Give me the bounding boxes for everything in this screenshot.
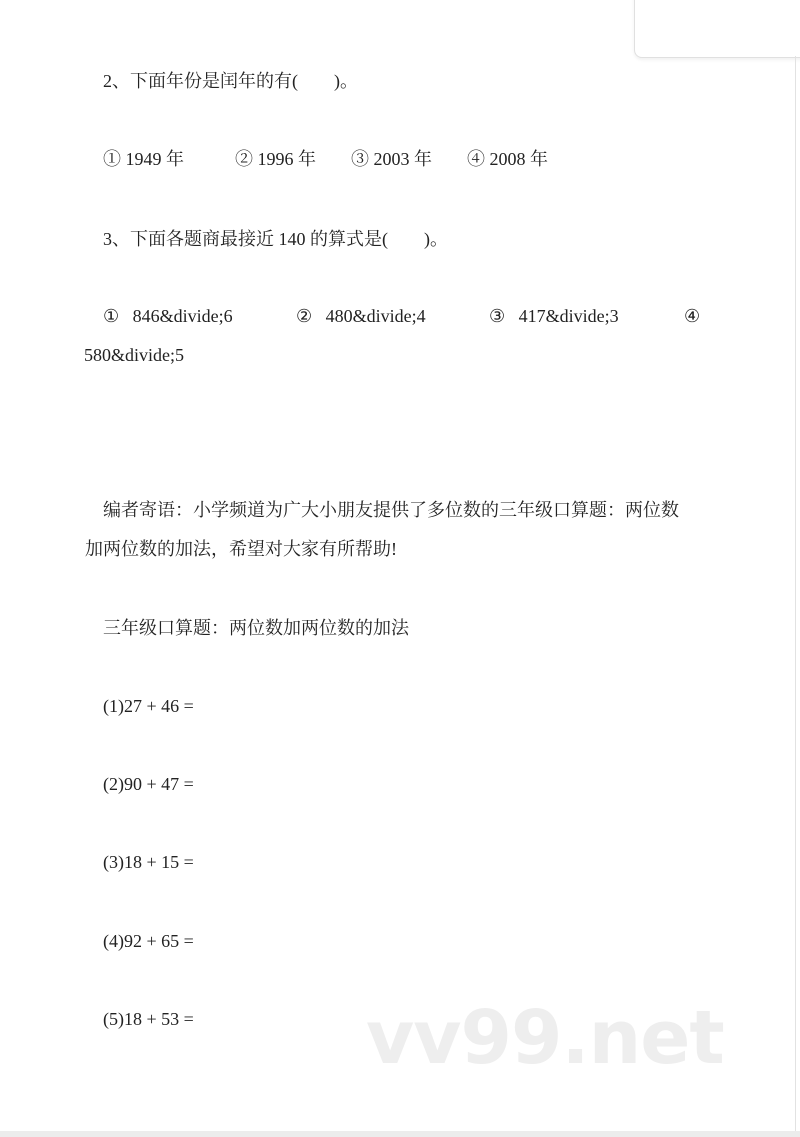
equation-2: (2)90 + 47 = bbox=[103, 774, 194, 794]
watermark: vv99.net bbox=[366, 995, 724, 1081]
page-border bbox=[795, 56, 796, 1131]
q3-option-3: ③ 417&divide;3 bbox=[489, 306, 619, 326]
equation-5: (5)18 + 53 = bbox=[103, 1009, 194, 1029]
q3-option-1: ① 846&divide;6 bbox=[103, 306, 233, 326]
q2-option-4: ④ 2008 年 bbox=[467, 149, 548, 169]
page-bottom-edge bbox=[0, 1131, 800, 1137]
question-2: 2、下面年份是闰年的有( )。 bbox=[103, 71, 358, 91]
q3-option-4: ④ bbox=[684, 306, 701, 326]
q3-option-2: ② 480&divide;4 bbox=[296, 306, 426, 326]
editor-note-line-2: 加两位数的加法，希望对大家有所帮助! bbox=[85, 539, 397, 559]
q2-option-3: ③ 2003 年 bbox=[351, 149, 432, 169]
section-title: 三年级口算题：两位数加两位数的加法 bbox=[103, 618, 409, 638]
q2-option-2: ② 1996 年 bbox=[235, 149, 316, 169]
q3-option-4-value: 580&divide;5 bbox=[84, 345, 184, 365]
equation-3: (3)18 + 15 = bbox=[103, 852, 194, 872]
question-3: 3、下面各题商最接近 140 的算式是( )。 bbox=[103, 229, 448, 249]
editor-note-line-1: 编者寄语：小学频道为广大小朋友提供了多位数的三年级口算题：两位数 bbox=[103, 500, 679, 520]
equation-4: (4)92 + 65 = bbox=[103, 931, 194, 951]
equation-1: (1)27 + 46 = bbox=[103, 696, 194, 716]
top-right-tab bbox=[634, 0, 800, 58]
q2-option-1: ① 1949 年 bbox=[103, 149, 184, 169]
